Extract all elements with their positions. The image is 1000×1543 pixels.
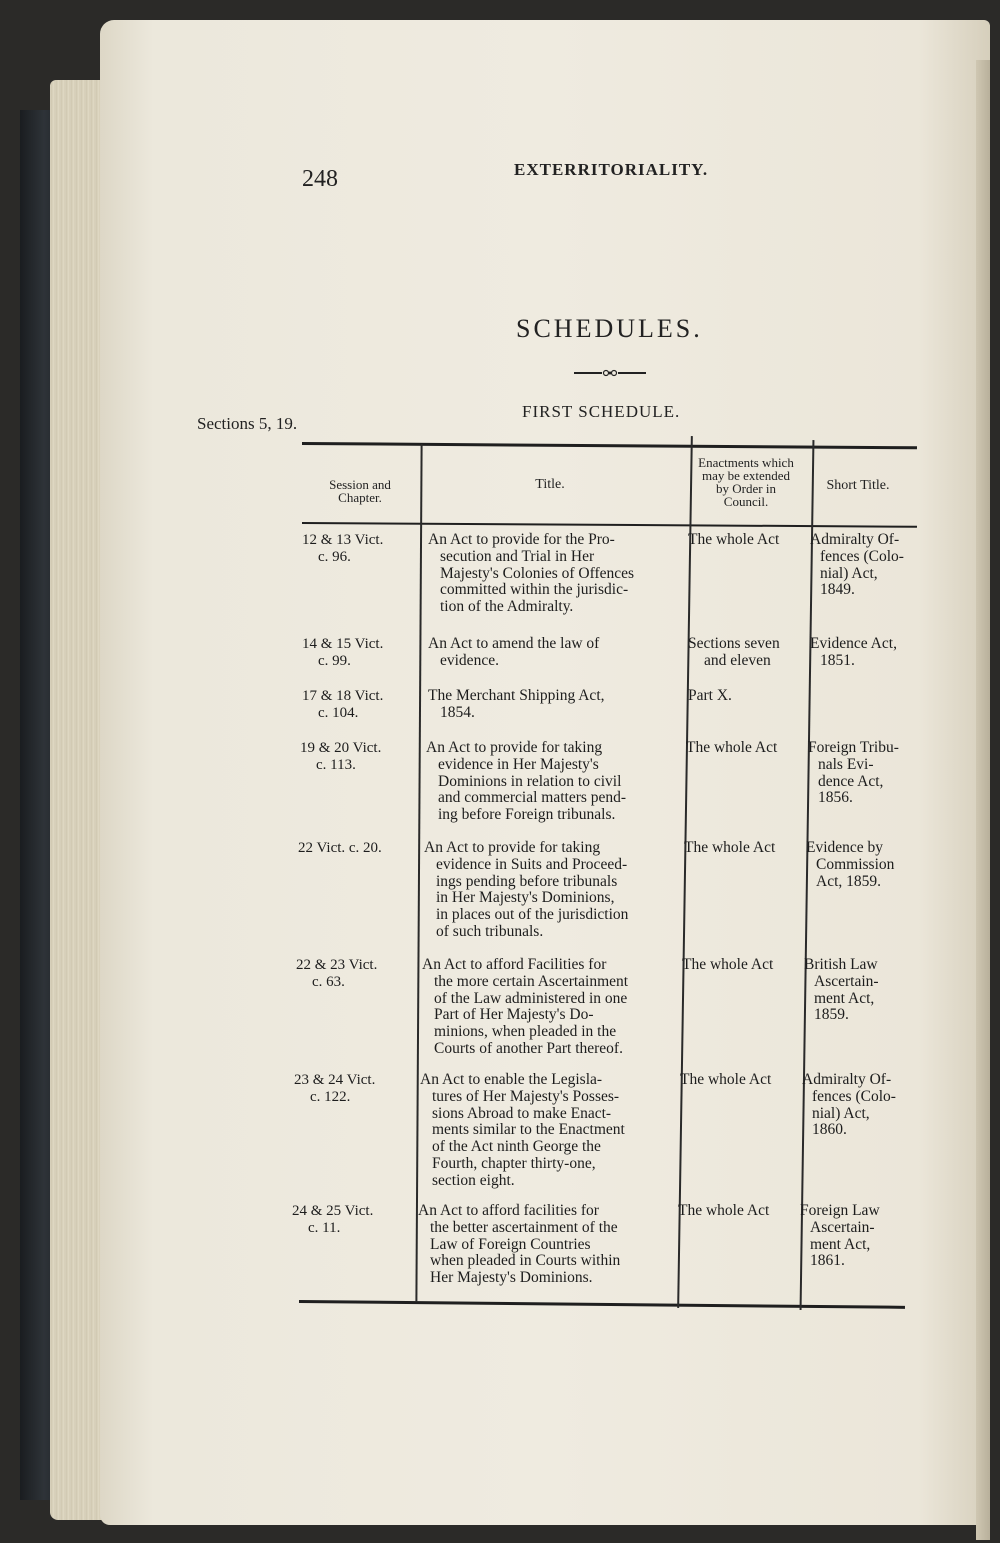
cell-line: 1860. xyxy=(812,1121,847,1139)
cell-line: 1856. xyxy=(818,789,853,807)
row-8-enactments xyxy=(678,1203,792,1220)
cell-line: Foreign Tribu- xyxy=(808,739,899,756)
cell-line: An Act to provide for taking xyxy=(424,839,601,856)
header-enactments xyxy=(686,456,806,508)
cell-line: The whole Act xyxy=(688,531,780,548)
cell-line: The whole Act xyxy=(684,839,776,856)
row-7-session xyxy=(294,1072,404,1106)
schedule-title: FIRST SCHEDULE. xyxy=(522,402,681,421)
row-5-enactments xyxy=(684,840,798,857)
row-1-short-title xyxy=(810,532,914,599)
cell-line: dence Act, xyxy=(818,772,884,790)
row-3-enactments xyxy=(688,688,802,705)
schedules-title: SCHEDULES. xyxy=(516,314,703,343)
row-1-enactments xyxy=(688,532,802,549)
cell-line: Ascertain- xyxy=(810,1218,875,1236)
cell-line: c. 63. xyxy=(312,973,345,990)
cell-line: c. 122. xyxy=(310,1088,351,1105)
cell-line: the more certain Ascertainment xyxy=(434,972,629,990)
cell-line: when pleaded in Courts within xyxy=(430,1252,621,1270)
cell-line: Ascertain- xyxy=(814,972,879,990)
cell-line: British Law xyxy=(804,956,878,973)
cell-line: Her Majesty's Dominions. xyxy=(430,1269,593,1287)
row-6-short-title xyxy=(804,957,908,1024)
cell-line: The whole Act xyxy=(686,739,778,756)
page-number: 248 xyxy=(302,166,338,192)
cell-line: c. 96. xyxy=(318,548,351,565)
cell-line: An Act to amend the law of xyxy=(428,635,600,652)
cell-line: fences (Colo- xyxy=(812,1087,896,1105)
cell-line: of such tribunals. xyxy=(436,922,544,940)
cell-line: tures of Her Majesty's Posses- xyxy=(432,1087,620,1105)
cell-line: c. 99. xyxy=(318,652,351,669)
cell-line: of the Law administered in one xyxy=(434,989,628,1007)
running-head: EXTERRITORIALITY. xyxy=(514,160,709,179)
header-short-title: Short Title. xyxy=(826,478,890,493)
cell-line: 1861. xyxy=(810,1252,845,1270)
row-5-session xyxy=(298,840,408,857)
margin-note: Sections 5, 19. xyxy=(197,414,298,433)
row-8-session xyxy=(292,1203,402,1237)
header-line: Enactments which xyxy=(698,455,794,470)
row-7-short-title xyxy=(802,1072,906,1139)
cell-line: nial) Act, xyxy=(820,564,878,582)
cell-line: Act, 1859. xyxy=(816,872,882,890)
row-7-title xyxy=(420,1072,666,1190)
cell-line: 24 & 25 Vict. xyxy=(292,1203,374,1219)
header-line: Session and xyxy=(329,477,391,492)
cell-line: sions Abroad to make Enact- xyxy=(432,1104,612,1122)
cell-line: The Merchant Shipping Act, xyxy=(428,687,605,704)
cell-line: An Act to afford Facilities for xyxy=(422,956,607,973)
row-2-short-title xyxy=(810,636,914,670)
cell-line: The whole Act xyxy=(680,1071,772,1088)
cell-line: Fourth, chapter thirty-one, xyxy=(432,1154,596,1172)
header-line: Chapter. xyxy=(338,490,382,505)
cell-line: evidence in Suits and Proceed- xyxy=(436,855,628,873)
cell-line: of the Act ninth George the xyxy=(432,1138,601,1156)
cell-line: An Act to afford facilities for xyxy=(418,1202,599,1219)
row-6-title xyxy=(422,957,668,1058)
cell-line: Foreign Law xyxy=(800,1202,880,1219)
cell-line: fences (Colo- xyxy=(820,547,904,565)
cell-line: evidence. xyxy=(440,651,499,669)
cell-line: evidence in Her Majesty's xyxy=(438,755,599,773)
cell-line: An Act to provide for the Pro- xyxy=(428,531,615,548)
row-6-enactments xyxy=(682,957,796,974)
cell-line: 1859. xyxy=(814,1006,849,1024)
cell-line: 22 & 23 Vict. xyxy=(296,957,378,973)
cell-line: Part of Her Majesty's Do- xyxy=(434,1006,594,1024)
cell-line: in Her Majesty's Dominions, xyxy=(436,889,615,907)
row-3-session xyxy=(302,688,412,722)
cell-line: tion of the Admiralty. xyxy=(440,598,574,616)
cell-line: 19 & 20 Vict. xyxy=(300,740,382,756)
row-2-session xyxy=(302,636,412,670)
cell-line: ments similar to the Enactment xyxy=(432,1121,625,1139)
cell-line: Admiralty Of- xyxy=(802,1071,892,1088)
row-5-short-title xyxy=(806,840,910,890)
cell-line: Evidence Act, xyxy=(810,635,897,652)
cell-line: Sections seven xyxy=(688,635,780,652)
cell-line: section eight. xyxy=(432,1171,515,1189)
header-line: by Order in xyxy=(716,481,776,496)
cell-line: The whole Act xyxy=(678,1202,770,1219)
cell-line: and eleven xyxy=(704,651,771,669)
cell-line: 1849. xyxy=(820,581,855,599)
cell-line: 14 & 15 Vict. xyxy=(302,636,384,652)
header-session xyxy=(310,478,410,504)
cell-line: in places out of the jurisdiction xyxy=(436,906,629,924)
cell-line: 22 Vict. c. 20. xyxy=(298,840,382,856)
cell-line: ing before Foreign tribunals. xyxy=(438,806,616,824)
row-4-title xyxy=(426,740,672,824)
row-5-title xyxy=(424,840,670,941)
cell-line: c. 113. xyxy=(316,756,356,773)
cell-line: The whole Act xyxy=(682,956,774,973)
cell-line: 23 & 24 Vict. xyxy=(294,1072,376,1088)
row-8-short-title xyxy=(800,1203,904,1270)
cell-line: Evidence by xyxy=(806,839,884,856)
cell-line: Commission xyxy=(816,855,895,873)
row-2-title xyxy=(428,636,674,670)
row-7-enactments xyxy=(680,1072,794,1089)
header-line: may be extended xyxy=(701,468,791,483)
cell-line: 17 & 18 Vict. xyxy=(302,688,384,704)
cell-line: Law of Foreign Countries xyxy=(430,1235,591,1253)
cell-line: c. 104. xyxy=(318,704,359,721)
row-6-session xyxy=(296,957,406,991)
cell-line: c. 11. xyxy=(308,1219,341,1236)
row-1-session xyxy=(302,532,412,566)
cell-line: nals Evi- xyxy=(818,755,874,773)
cell-line: Dominions in relation to civil xyxy=(438,772,622,790)
cell-line: ment Act, xyxy=(814,989,875,1007)
cell-line: Majesty's Colonies of Offences xyxy=(440,564,635,582)
row-3-title xyxy=(428,688,674,722)
row-4-short-title xyxy=(808,740,912,807)
row-8-title xyxy=(418,1203,664,1287)
header-title: Title. xyxy=(535,477,565,492)
cell-line: committed within the jurisdic- xyxy=(440,581,629,599)
cell-line: the better ascertainment of the xyxy=(430,1218,618,1236)
row-2-enactments xyxy=(688,636,802,670)
cell-line: 12 & 13 Vict. xyxy=(302,532,384,548)
ornament-divider xyxy=(574,366,646,380)
row-4-enactments xyxy=(686,740,800,757)
cell-line: An Act to enable the Legisla- xyxy=(420,1071,603,1088)
cell-line: nial) Act, xyxy=(812,1104,870,1122)
cell-line: and commercial matters pend- xyxy=(438,789,627,807)
row-4-session xyxy=(300,740,410,774)
cell-line: An Act to provide for taking xyxy=(426,739,603,756)
cell-line: ment Act, xyxy=(810,1235,871,1253)
facing-page-edge xyxy=(976,60,990,1540)
cell-line: secution and Trial in Her xyxy=(440,547,595,565)
cell-line: Admiralty Of- xyxy=(810,531,900,548)
cell-line: 1854. xyxy=(440,703,475,721)
cell-line: Part X. xyxy=(688,687,732,704)
cell-line: ings pending before tribunals xyxy=(436,872,618,890)
header-line: Council. xyxy=(723,494,769,509)
row-1-title xyxy=(428,532,674,616)
cell-line: 1851. xyxy=(820,651,855,669)
cell-line: Courts of another Part thereof. xyxy=(434,1039,623,1057)
cell-line: minions, when pleaded in the xyxy=(434,1023,617,1041)
